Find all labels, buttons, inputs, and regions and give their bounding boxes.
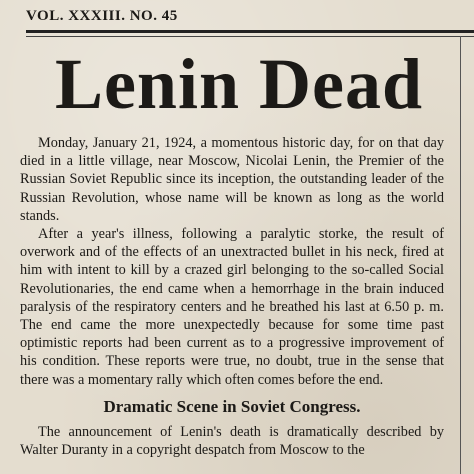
section-subhead: Dramatic Scene in Soviet Congress. — [103, 396, 361, 416]
article-paragraph-continued: The announcement of Lenin's death is dramatically described by Walter Duranty in a copyright despatch from Moscow to the — [20, 423, 444, 459]
headline: Lenin Dead — [54, 44, 424, 124]
column-rule — [460, 36, 461, 474]
article-body — [20, 134, 444, 459]
article-paragraph: Monday, January 21, 1924, a momentous historic day, for on that day died in a little village, near Moscow, Nicolai Lenin, the Premier of the Russian Soviet Republic since its inception, the outstanding leader of the Russian Revolution, whose name will be known as long as the world stands. — [20, 135, 444, 224]
masthead-rule-thin — [26, 36, 474, 37]
article-paragraph: After a year's illness, following a paralytic storke, the result of overwork and of the effects of an unextracted bullet in his neck, fired at him with intent to kill by a crazed girl belonging to the so-called Social Revolutionaries, the end came when a hemorrhage in the brain induced paralysis of the respiratory centers and he breathed his last at 6.50 p. m. The end came the more unexpectedly because for some time past optimistic reports had been current as to a progressive improvement of his condition. These reports were true, no doubt, true in the sense that there was a momentary rally which often comes before the end. — [20, 226, 444, 388]
volume-masthead: VOL. XXXIII. NO. 45 — [26, 8, 178, 24]
masthead-rule — [26, 30, 474, 33]
